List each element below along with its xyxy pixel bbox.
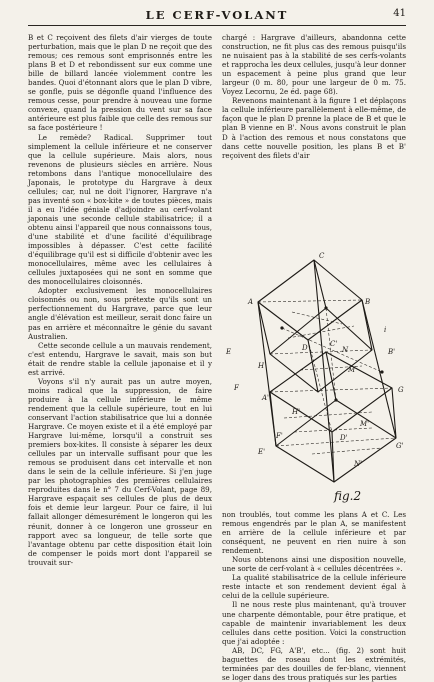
fig-label: F' xyxy=(276,432,283,440)
fig-label: G xyxy=(398,386,404,394)
page-number: 41 xyxy=(393,8,406,19)
figure-caption: fig.2 xyxy=(334,489,362,503)
fig-label: M' xyxy=(360,420,370,428)
paragraph: La qualité stabilisatrice de la cellule inférieure reste intacte et son rendement devient égal à celui de la cellule supérieure. xyxy=(222,573,406,601)
fig-label: H' xyxy=(292,408,301,416)
paragraph: Le remède? Radical. Supprimer tout simplement la cellule inférieure et ne conserver que la cellule supérieure. Mais alors, nous revenons de plusieurs siècles en arrière. Nous retombons dans l'antique monocellulaire des Japonais, le prototype du Hargrave à deux cellules; car, nul ne doit l'ignorer, Hargrave n'a pas inventé son « box-kite » de toutes pièces, mais il a eu l'idée géniale d'adjoindre au cerf-volant japonais une seconde cellule stabilisatrice; il a obtenu ainsi l'appareil que nous connaissons tous, d'une stabilité et d'une facilité d'équilibrage impossibles à dépasser. C'est cette facilité d'équilibrage qu'il est si difficile d'obtenir avec les monocellulaires, même avec les cellulaires à cellules juxtaposées qui ne sont en somme que des monocellulaires cloisonnés. xyxy=(28,132,212,287)
header-rule xyxy=(28,25,406,26)
fig-label: D' xyxy=(340,434,348,442)
fig-label: H xyxy=(258,362,265,370)
paragraph: Nous obtenons ainsi une disposition nouvelle, une sorte de cerf-volant à « cellules décentrées ». xyxy=(222,555,406,574)
paragraph: B et C reçoivent des filets d'air vierges de toute perturbation, mais que le plan D ne reçoit que des remous; ces remous sont emprisonnés entre les plans B et D et rebondissent sur eux comme une bille de billard lancée violemment contre les bandes. Quoi d'étonnant alors que le plan D vibre, se gonfle, puis se dégonfle quand l'influence des remous cesse, pour prendre à nouveau une forme convexe, quand la pression du vent sur sa face antérieure est plus faible que celle des remous sur sa face postérieure ! xyxy=(28,33,212,133)
fig-label: G' xyxy=(396,442,404,450)
paragraph: non troublés, tout comme les plans A et C. Les remous engendrés par le plan A, se manifestent en arrière de la cellule inférieure et par conséquent, ne peuvent en rien nuire à son rendement. xyxy=(222,510,406,556)
fig-label: E' xyxy=(258,448,266,456)
fig-label: N xyxy=(342,346,349,354)
fig-label: i xyxy=(384,326,387,334)
fig-label: E xyxy=(226,348,232,356)
paragraph: Il ne nous reste plus maintenant, qu'à trouver une charpente démontable, pour être pratique, et capable de maintenir invariablement les deux cellules dans cette position. Voici la construction que j'ai adoptée : xyxy=(222,600,406,646)
fig-label: A' xyxy=(262,394,269,402)
journal-title: LE CERF-VOLANT xyxy=(145,8,289,22)
fig-label: D xyxy=(302,344,308,352)
fig-label: B' xyxy=(388,348,396,356)
paragraph: Cette seconde cellule a un mauvais rendement, c'est entendu, Hargrave le savait, mais son but était de rendre stable la cellule japonaise et il y est arrivé. xyxy=(28,340,212,377)
right-column-bottom xyxy=(222,510,406,682)
fig-label: F xyxy=(234,384,239,392)
fig-label: B xyxy=(365,298,371,306)
kite-figure xyxy=(222,242,406,504)
left-column xyxy=(28,33,212,567)
page-header xyxy=(28,8,406,24)
paragraph: AB, DC, FG, A'B', etc... (fig. 2) sont huit baguettes de roseau dont les extrémités, terminées par des douilles de fer-blanc, viennent se loger dans des trous pratiqués sur les parties xyxy=(222,645,406,682)
fig-label: C xyxy=(319,252,325,260)
fig-label: M xyxy=(348,366,356,374)
fig-label: N' xyxy=(354,460,363,468)
paragraph: Adopter exclusivement les monocellulaires cloisonnés ou non, sous prétexte qu'ils sont un perfectionnement du Hargrave, parce que leur angle d'élévation est meilleur, serait donc faire un pas en arrière et méconnaître le génie du savant Australien. xyxy=(28,286,212,341)
paragraph: Revenons maintenant à la figure 1 et déplaçons la cellule inférieure parallèlement à elle-même, de façon que le plan D prenne la place de B et que le plan B vienne en B'. Nous avons construit le plan D à l'action des remous et nous constatons que dans cette nouvelle position, les plans B et B' reçoivent des filets d'air xyxy=(222,96,406,160)
fig-label: A xyxy=(248,298,254,306)
paragraph: chargé : Hargrave d'ailleurs, abandonna cette construction, ne fit plus cas des remous puisqu'ils ne nuisaient pas à la stabilité de ses cerfs-volants et rapprocha les deux cellules, jusqu'à leur donner un espacement à peine plus grand que leur largeur (0 m. 80, pour une largeur de 0 m. 75. Voyez Lecornu, 2e éd. page 68). xyxy=(222,33,406,97)
right-column-top xyxy=(222,33,406,160)
paragraph: Voyons s'il n'y aurait pas un autre moyen, moins radical que la suppression, de faire produire à la cellule inférieure le même rendement que la cellule supérieure, tout en lui conservant l'action stabilisatrice que lui a donnée Hargrave. Ce moyen existe et il a été employé par Hargrave lui-même, lorsqu'il a construit ses premiers box-kites. Il consiste à séparer les deux cellules par un intervalle suffisant pour que les remous se produisent dans cet intervalle et non dans le sein de la cellule inférieure. Si j'en juge par les photographies des premières cellulaires reproduites dans le n° 7 du Cerf-Volant, page 89, Hargrave espaçait ses cellules de plus de deux fois et demie leur largeur. Pour ce faire, il lui fallait allonger démesurément le longeron qui les réunit, donner à ce longeron une grosseur en rapport avec sa longueur, de telle sorte que l'avantage obtenu par cette disposition était loin de compenser le poids mort dont l'appareil se trouvait sur- xyxy=(28,376,212,567)
fig-label: C' xyxy=(330,340,338,348)
